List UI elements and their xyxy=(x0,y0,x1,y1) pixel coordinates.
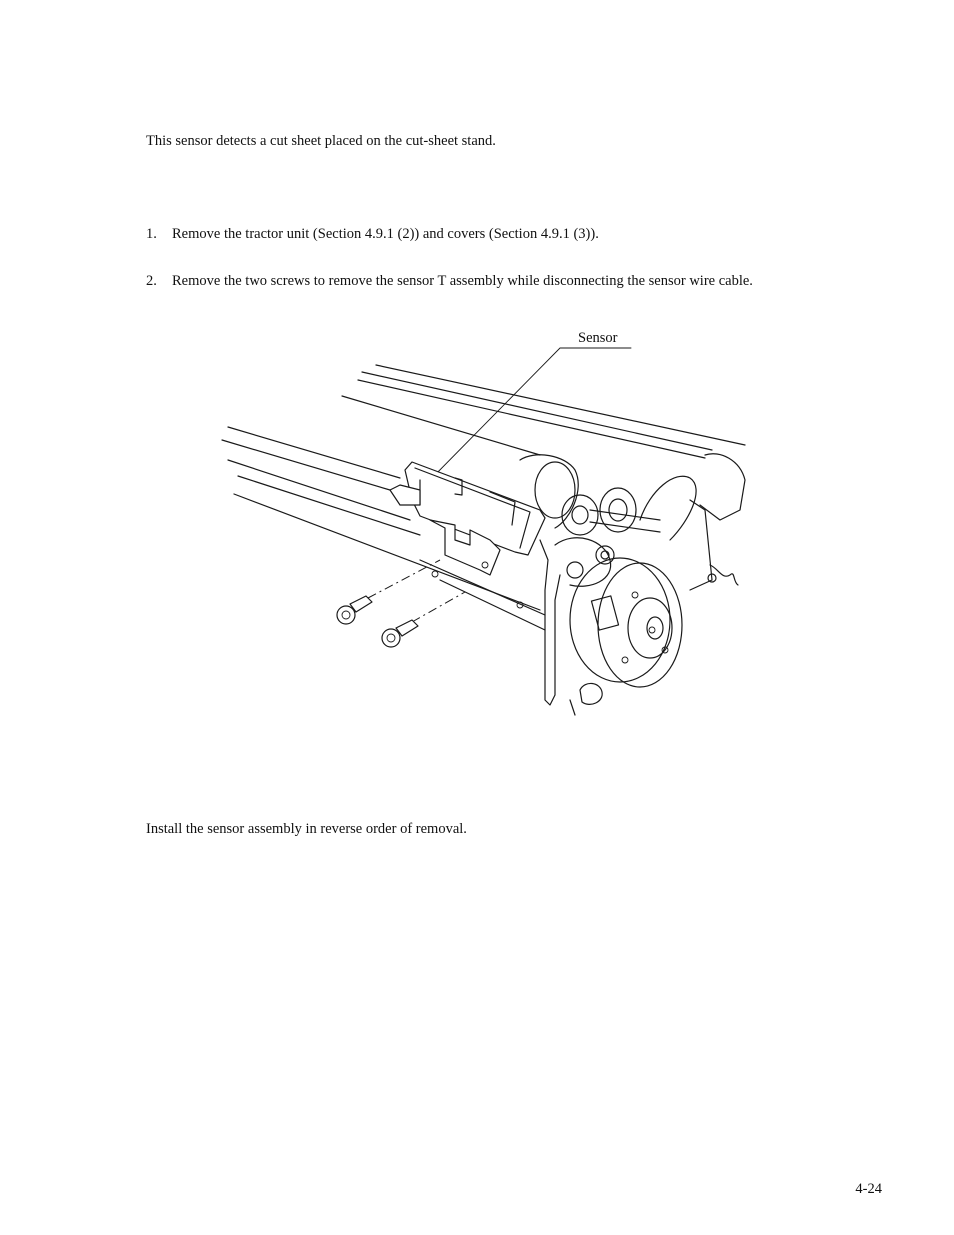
sensor-t-assembly xyxy=(390,462,545,608)
step-number: 2. xyxy=(146,273,157,289)
page-number: 4-24 xyxy=(855,1181,882,1197)
step-1 xyxy=(146,225,599,243)
side-bracket xyxy=(540,538,614,715)
step-number: 1. xyxy=(146,226,157,242)
roller-drum xyxy=(520,455,696,540)
intro-paragraph: This sensor detects a cut sheet placed on the cut-sheet stand. xyxy=(146,133,496,149)
right-cover xyxy=(690,454,745,590)
reassembly-paragraph: Install the sensor assembly in reverse order of removal. xyxy=(146,821,467,837)
motor xyxy=(570,558,682,704)
step-2 xyxy=(146,272,753,290)
sensor-assembly-illustration xyxy=(220,325,760,725)
step-text: Remove the two screws to remove the sensor T assembly while disconnecting the sensor wire cable. xyxy=(172,273,753,289)
screw-2 xyxy=(382,592,465,647)
sensor-callout-label: Sensor xyxy=(578,330,618,346)
step-text: Remove the tractor unit (Section 4.9.1 (2)) and covers (Section 4.9.1 (3)). xyxy=(172,226,599,242)
